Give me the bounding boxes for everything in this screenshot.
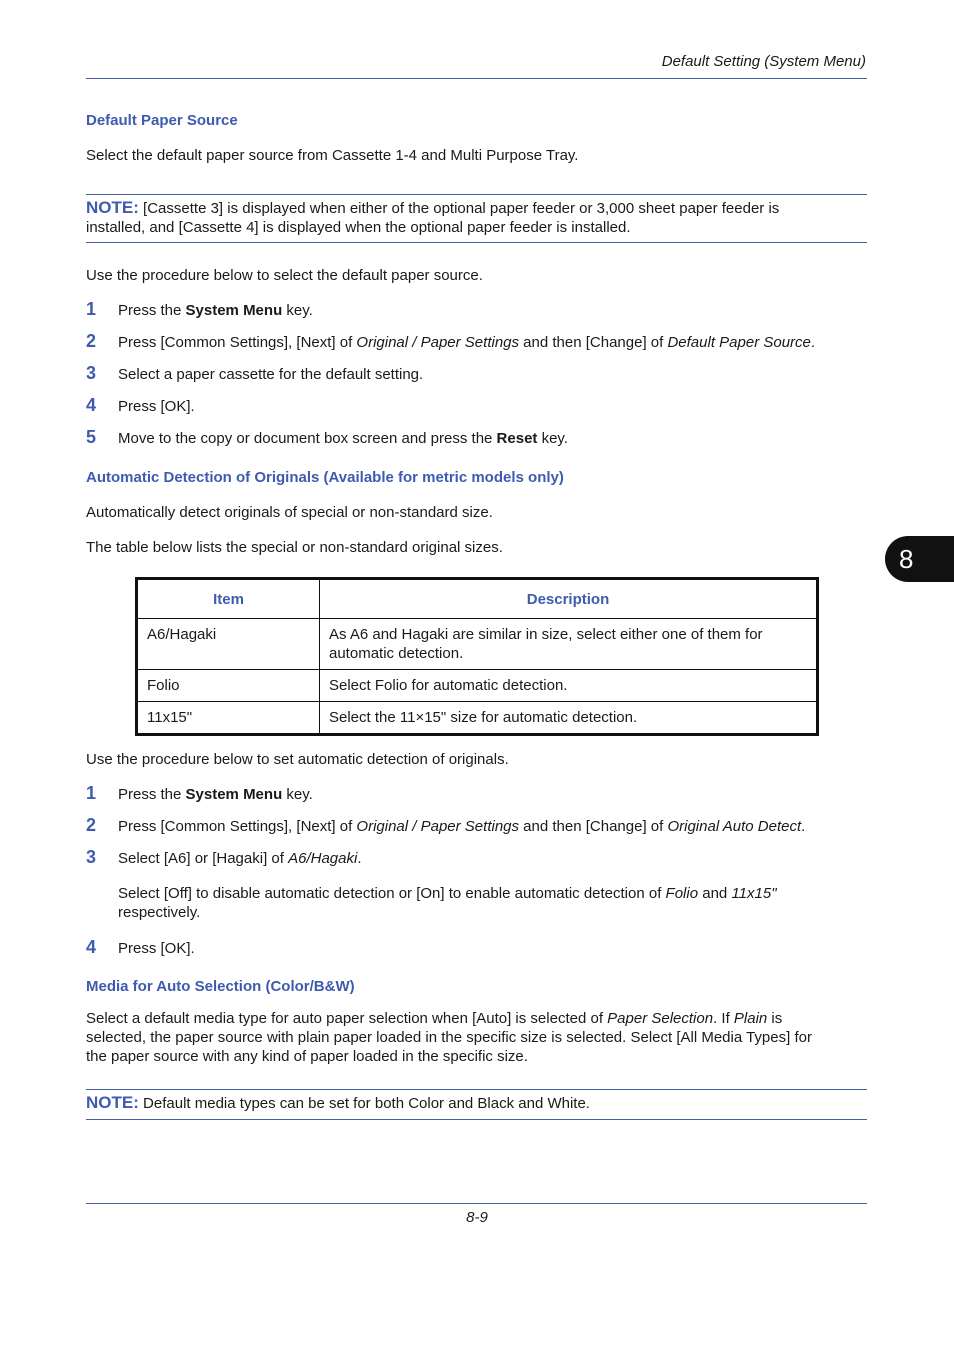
note-label: NOTE:	[86, 198, 139, 217]
original-sizes-table	[135, 577, 819, 736]
section-heading-default-paper-source: Default Paper Source	[86, 112, 238, 129]
step-text: Select a paper cassette for the default setting.	[118, 366, 424, 383]
note-text-line1: [Cassette 3] is displayed when either of the optional paper feeder or 3,000 sheet paper feeder is	[138, 200, 780, 217]
note-box-2	[86, 1093, 867, 1113]
note-label: NOTE:	[86, 1093, 139, 1112]
step-text: Press [OK].	[118, 398, 195, 415]
step-text: Press [Common Settings], [Next] of Original / Paper Settings and then [Change] of Default Paper Source.	[118, 334, 816, 351]
note-rule-top	[86, 194, 867, 195]
table-header-item: Item	[137, 579, 320, 619]
section-heading-auto-detection: Automatic Detection of Originals (Available for metric models only)	[86, 469, 564, 486]
footer-rule	[86, 1203, 867, 1204]
section1-intro: Select the default paper source from Cassette 1-4 and Multi Purpose Tray.	[86, 147, 579, 164]
step-text: Move to the copy or document box screen and press the Reset key.	[118, 430, 568, 447]
step-text: Press [OK].	[118, 940, 195, 957]
section-heading-media-auto-selection: Media for Auto Selection (Color/B&W)	[86, 978, 355, 995]
step-text: Press [Common Settings], [Next] of Original / Paper Settings and then [Change] of Original Auto Detect.	[118, 818, 806, 835]
page-number: 8-9	[466, 1209, 488, 1226]
note-box-1	[86, 198, 867, 237]
table-row	[137, 619, 818, 670]
step-number: 3	[86, 363, 97, 383]
section1-procedure-intro: Use the procedure below to select the default paper source.	[86, 267, 483, 284]
note-text: Default media types can be set for both Color and Black and White.	[138, 1095, 590, 1112]
table-row	[137, 702, 818, 735]
step-text: Press the System Menu key.	[118, 302, 313, 319]
section2-procedure-intro: Use the procedure below to set automatic detection of originals.	[86, 751, 509, 768]
table-cell-description: Select the 11×15" size for automatic detection.	[320, 702, 818, 735]
step3-additional-text: Select [Off] to disable automatic detection or [On] to enable automatic detection of Folio and 11x15" respectively.	[118, 885, 777, 921]
section3-paragraph: Select a default media type for auto paper selection when [Auto] is selected of Paper Selection. If Plain is selected, the paper source with plain paper loaded in the specific size is selected. Select [All Media Types] for the paper source with any kind of paper loaded in the specific size.	[86, 1010, 812, 1065]
note-rule-bottom	[86, 1119, 867, 1120]
note-rule-bottom	[86, 242, 867, 243]
step-number: 2	[86, 815, 97, 835]
table-header-description: Description	[320, 579, 818, 619]
header-rule	[86, 78, 867, 79]
note-rule-top	[86, 1089, 867, 1090]
table-row	[137, 670, 818, 702]
table-cell-description: Select Folio for automatic detection.	[320, 670, 818, 702]
table-cell-item: A6/Hagaki	[137, 619, 320, 670]
table-cell-item: Folio	[137, 670, 320, 702]
step-number: 5	[86, 427, 97, 447]
step-number: 1	[86, 783, 97, 803]
step-number: 1	[86, 299, 97, 319]
table-cell-item: 11x15"	[137, 702, 320, 735]
step-number: 3	[86, 847, 97, 867]
step-text: Select [A6] or [Hagaki] of A6/Hagaki.	[118, 850, 362, 867]
running-header: Default Setting (System Menu)	[661, 53, 866, 70]
table-cell-description: As A6 and Hagaki are similar in size, select either one of them for automatic detection.	[320, 619, 818, 670]
step-number: 4	[86, 937, 97, 957]
note-text-line2: installed, and [Cassette 4] is displayed when the optional paper feeder is installed.	[86, 219, 631, 236]
step-number: 2	[86, 331, 97, 351]
step-text: Press the System Menu key.	[118, 786, 313, 803]
section2-intro1: Automatically detect originals of special or non-standard size.	[86, 504, 493, 521]
section2-intro2: The table below lists the special or non-standard original sizes.	[86, 539, 503, 556]
table-header-row	[137, 579, 818, 619]
chapter-tab: 8	[885, 536, 954, 582]
step-number: 4	[86, 395, 97, 415]
